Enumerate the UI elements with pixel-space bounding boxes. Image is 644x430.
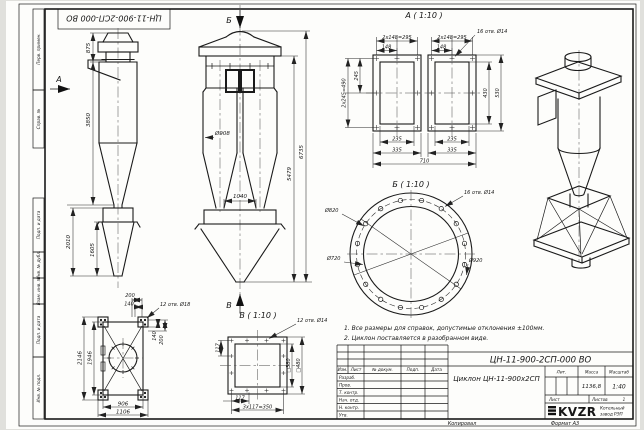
dim-430: 430 <box>482 88 489 98</box>
title-doc-name: Циклон ЦН-11-900х2СП <box>453 375 540 383</box>
massa-label: Масса <box>584 369 599 375</box>
frame-label-sprav-no: Справ. № <box>36 108 41 130</box>
row-utv: Утв. <box>339 412 348 418</box>
view-arrow-a-label: А <box>56 75 62 84</box>
dim-140-right: 140 <box>152 331 158 341</box>
dim-pitch-117: 3х117=350 <box>242 404 273 411</box>
dim-820: Ø820 <box>325 208 339 214</box>
dim-1946: 1946 <box>87 351 94 365</box>
dim-530: 530 <box>494 88 501 98</box>
dim-906: 906 <box>117 401 129 408</box>
col-doc: № докум. <box>372 367 393 372</box>
col-list: Лист <box>350 367 362 372</box>
row-tkontr: Т. контр. <box>339 389 359 395</box>
section-a-holes-note: 16 отв. Ø14 <box>477 29 508 35</box>
col-izm: Изм. <box>337 367 348 372</box>
dim-148-left: 148 <box>381 44 392 51</box>
dim-480: □480 <box>296 358 302 373</box>
rotated-designation-text: ЦН-11-900-2СП-000 ВО <box>66 13 162 23</box>
col-data: Дата <box>431 367 442 372</box>
dim-2146: 2146 <box>77 351 84 365</box>
frame-label-inv-dubl: Инв. № дубл. <box>36 250 41 280</box>
dim-pitch-v: 2х245=490 <box>341 78 348 108</box>
dim-200-right: 200 <box>159 335 165 345</box>
row-prov: Пров. <box>339 382 352 388</box>
dim-200-top: 200 <box>125 293 135 299</box>
dim-3850: 3850 <box>86 113 92 127</box>
company-line2: завод РЭП <box>600 411 623 417</box>
section-v-holes-note: 12 отв. Ø14 <box>297 318 328 324</box>
frame-label-vzam-inv: Взам. инв. № <box>36 276 41 306</box>
dim-117-bottom: 117 <box>235 395 245 402</box>
company-line1: Котельный <box>600 405 625 411</box>
list-label: Лист <box>549 396 560 402</box>
listov-value: 1 <box>622 396 626 402</box>
dim-pitch-h-left: 2х148=295 <box>382 35 412 41</box>
dim-335-right: 335 <box>447 147 457 154</box>
dim-335-left: 335 <box>392 147 402 154</box>
dim-920: Ø920 <box>469 258 483 264</box>
frame-label-inv-podl: Инв. № подл. <box>36 373 41 403</box>
lit-label: Лит. <box>556 369 567 375</box>
logo-text: KVZR <box>558 405 597 419</box>
dim-720: Ø720 <box>327 256 341 262</box>
dim-pitch-h-right: 2х148=295 <box>437 35 467 41</box>
dim-1605: 1605 <box>90 243 96 257</box>
dim-245: 245 <box>353 71 360 81</box>
scale-value: 1:40 <box>612 383 626 391</box>
dim-1106: 1106 <box>116 409 130 416</box>
row-nachotd: Нач. отд. <box>339 397 360 403</box>
dim-875: 875 <box>86 42 92 54</box>
section-v-title: В ( 1:10 ) <box>239 311 277 320</box>
dim-710: 710 <box>419 158 430 165</box>
frame-label-perv-primen: Перв. примен. <box>36 33 41 65</box>
dim-235-right: 235 <box>447 136 457 143</box>
massa-value: 1136,8 <box>581 384 602 390</box>
dim-2010: 2010 <box>66 235 72 249</box>
view-arrow-v-label: В <box>226 301 232 310</box>
base-holes-note: 12 отв. Ø18 <box>160 302 191 308</box>
kopiroval-label: Копировал <box>447 421 477 427</box>
col-podp: Подп. <box>406 367 420 372</box>
format-label: Формат А3 <box>550 421 580 427</box>
dim-148-right: 148 <box>436 44 447 51</box>
dim-908: Ø908 <box>215 131 230 137</box>
dim-117-left: 117 <box>215 343 222 353</box>
masshtab-label: Масштаб <box>609 369 629 375</box>
note-1: 1. Все размеры для справок, допустимые отклонения ±100мм. <box>344 325 545 332</box>
view-arrow-b-label: Б <box>226 16 232 25</box>
dim-235-left: 235 <box>392 136 402 143</box>
title-designation: ЦН-11-900-2СП-000 ВО <box>489 355 592 366</box>
section-a-title: А ( 1:10 ) <box>405 11 443 20</box>
note-2: 2. Циклон поставляется в разобранном виде. <box>344 335 489 342</box>
dim-380: □380 <box>286 358 292 373</box>
row-nkontr: Н. контр. <box>339 404 360 410</box>
dim-6735: 6735 <box>299 145 305 159</box>
dim-5479: 5479 <box>287 167 293 181</box>
row-razrab: Разраб. <box>339 374 356 380</box>
dim-1040: 1040 <box>233 194 247 200</box>
section-b-holes-note: 16 отв. Ø14 <box>464 190 495 196</box>
dim-140-top: 140 <box>124 301 134 308</box>
frame-label-podp-data-1: Подп. и дата <box>36 210 41 240</box>
frame-label-podp-data-2: Подп. и дата <box>36 315 41 345</box>
section-b-title: Б ( 1:10 ) <box>392 180 430 189</box>
listov-label: Листов <box>592 396 608 402</box>
